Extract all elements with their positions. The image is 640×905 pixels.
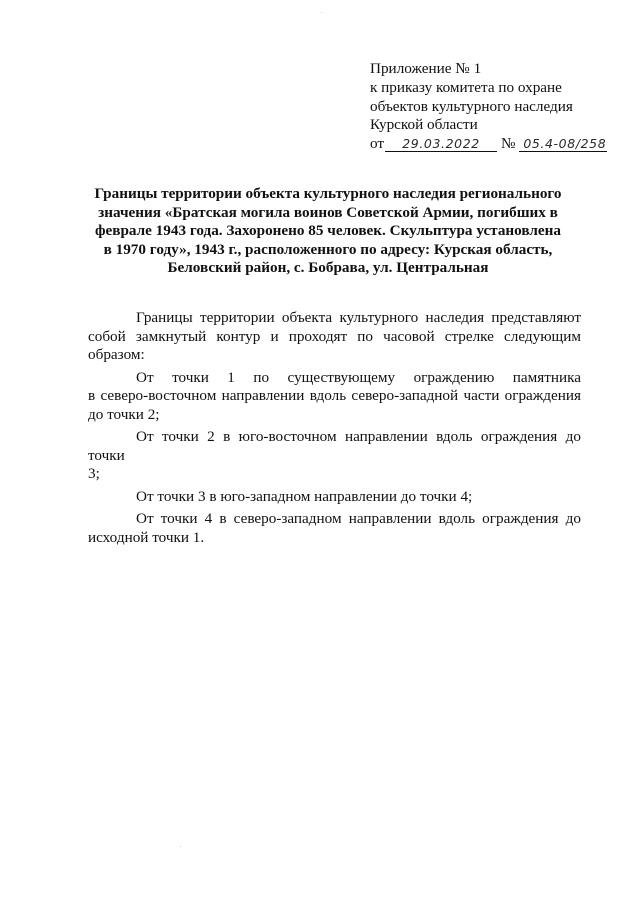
appendix-header <box>370 60 610 154</box>
appendix-committee-line: объектов культурного наследия <box>370 97 573 115</box>
paragraph-point-4 <box>88 510 581 547</box>
body-line: образом: <box>88 346 145 363</box>
scan-speck <box>321 12 322 13</box>
title-line: значения «Братская могила воинов Советской Армии, погибших в <box>98 203 558 221</box>
document-body <box>88 309 581 547</box>
appendix-date-number-line <box>370 135 610 154</box>
order-date-field: 29.03.2022 <box>385 136 497 152</box>
body-line: От точки 4 в северо-западном направлении вдоль ограждения до <box>136 510 581 527</box>
title-line: феврале 1943 года. Захоронено 85 человек. Скульптура установлена <box>95 222 561 240</box>
number-sign: № <box>501 135 516 153</box>
scan-speck <box>180 846 181 847</box>
paragraph-point-2 <box>88 428 581 484</box>
appendix-title: Приложение № 1 <box>370 60 482 77</box>
body-line: собой замкнутый контур и проходят по часовой стрелке следующим <box>88 327 581 345</box>
paragraph-point-3 <box>88 488 581 507</box>
order-number-field: 05.4-08/258 <box>519 136 607 152</box>
body-line: в северо-восточном направлении вдоль северо-западной части ограждения <box>88 387 581 404</box>
date-prefix: от <box>370 135 385 153</box>
paragraph-intro <box>88 309 581 365</box>
body-line: 3; <box>88 465 100 482</box>
paragraph-point-1 <box>88 369 581 425</box>
body-line: От точки 3 в юго-западном направлении до точки 4; <box>136 487 473 505</box>
appendix-order-line: к приказу комитета по охране <box>370 78 562 96</box>
body-line: исходной точки 1. <box>88 528 205 546</box>
title-line: Беловский район, с. Бобрава, ул. Центральная <box>167 259 489 277</box>
body-line: до точки 2; <box>88 405 160 423</box>
body-line: От точки 2 в юго-восточном направлении вдоль ограждения до точки <box>88 428 581 464</box>
body-line: Границы территории объекта культурного наследия представляют <box>136 309 581 326</box>
appendix-region-line: Курской области <box>370 116 478 134</box>
body-line: От точки 1 по существующему ограждению памятника <box>136 368 581 386</box>
document-title <box>90 185 566 278</box>
title-line: в 1970 году», 1943 г., расположенного по адресу: Курская область, <box>103 240 553 258</box>
title-line: Границы территории объекта культурного наследия регионального <box>94 185 562 202</box>
